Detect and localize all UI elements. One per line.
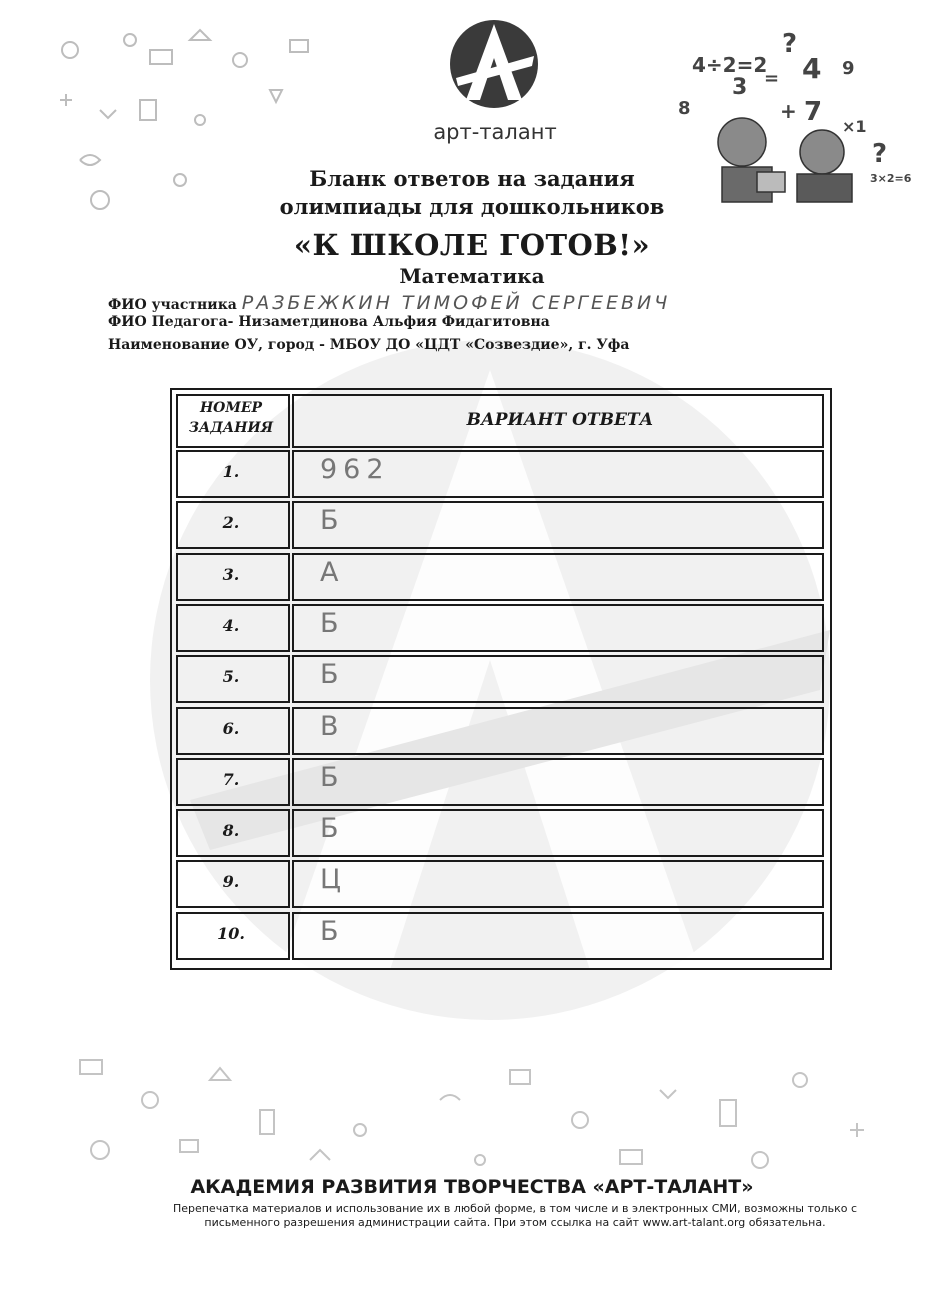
header-answer-variant: ВАРИАНТ ОТВЕТА — [466, 410, 654, 430]
task-number: 6. — [222, 718, 240, 738]
handwritten-answer: В — [320, 710, 345, 742]
handwritten-answer: Б — [320, 915, 345, 947]
handwritten-answer: Б — [320, 659, 345, 691]
math-art-text: = — [764, 68, 780, 89]
task-number: 4. — [222, 615, 240, 635]
footer-academy-title: АКАДЕМИЯ РАЗВИТИЯ ТВОРЧЕСТВА «АРТ-ТАЛАНТ» — [190, 1176, 754, 1198]
footer-copyright-notice — [140, 1202, 890, 1230]
math-art-text: 4÷2=2 — [692, 53, 768, 77]
answer-cell — [292, 604, 824, 652]
subject-title: Математика — [399, 264, 545, 288]
handwritten-answer: Б — [320, 505, 345, 537]
answer-cell — [292, 553, 824, 601]
answer-cell — [292, 707, 824, 755]
answers-table — [170, 388, 832, 970]
math-art-text: 4 — [802, 52, 822, 85]
math-art-text: ×1 — [842, 117, 867, 136]
footer-line-2: письменного разрешения администрации сайта. При этом ссылка на сайт www.art-talant.org обязательна. — [204, 1216, 826, 1229]
math-art-text: 3×2=6 — [870, 172, 912, 185]
organization-line: Наименование ОУ, город - МБОУ ДО «ЦДТ «Созвездие», г. Уфа — [108, 337, 630, 353]
task-number: 10. — [217, 923, 245, 943]
math-art-text: ? — [782, 29, 798, 59]
form-title-line-2: олимпиады для дошкольников — [279, 194, 665, 219]
task-number: 7. — [222, 769, 240, 789]
olympiad-name: «К ШКОЛЕ ГОТОВ!» — [293, 228, 651, 262]
task-number: 3. — [222, 564, 240, 584]
math-art-text: 8 — [678, 98, 691, 119]
answer-cell — [292, 860, 824, 908]
task-number: 5. — [222, 667, 240, 687]
participant-name-handwritten: РАЗБЕЖКИН ТИМОФЕЙ СЕРГЕЕВИЧ — [241, 292, 671, 314]
answer-cell — [292, 809, 824, 857]
task-number: 9. — [222, 872, 240, 892]
math-art-text: 7 — [804, 97, 823, 127]
answer-cell — [292, 912, 824, 960]
task-number: 8. — [222, 821, 240, 841]
answer-cell — [292, 655, 824, 703]
answer-cell — [292, 501, 824, 549]
handwritten-answer: 962 — [320, 454, 390, 485]
handwritten-answer: Б — [320, 607, 345, 639]
handwritten-answer: А — [320, 556, 345, 588]
task-number: 1. — [222, 462, 240, 481]
math-art-text: + — [780, 99, 797, 123]
math-art-text: 9 — [842, 58, 855, 79]
handwritten-answer: Б — [320, 761, 345, 793]
participant-label: ФИО участника — [108, 297, 237, 313]
art-talant-logo-icon — [448, 14, 540, 114]
teacher-line: ФИО Педагога- Низаметдинова Альфия Фидагитовна — [108, 314, 550, 330]
participant-line — [108, 292, 670, 314]
answer-cell — [292, 758, 824, 806]
footer-line-1: Перепечатка материалов и использование их в любой форме, в том числе и в электронных СМИ, возможны только с — [172, 1202, 858, 1215]
handwritten-answer: Б — [320, 813, 345, 845]
brand-name: арт-талант — [433, 120, 557, 144]
task-number: 2. — [222, 513, 240, 533]
handwritten-answer: Ц — [320, 864, 347, 896]
math-art-text: ? — [872, 139, 888, 169]
form-title-line-1: Бланк ответов на задания — [309, 166, 635, 191]
math-art-text: 3 — [732, 75, 748, 100]
doodles-decoration-bottom — [60, 1040, 890, 1190]
header-task-number: НОМЕР ЗАДАНИЯ — [188, 400, 274, 436]
